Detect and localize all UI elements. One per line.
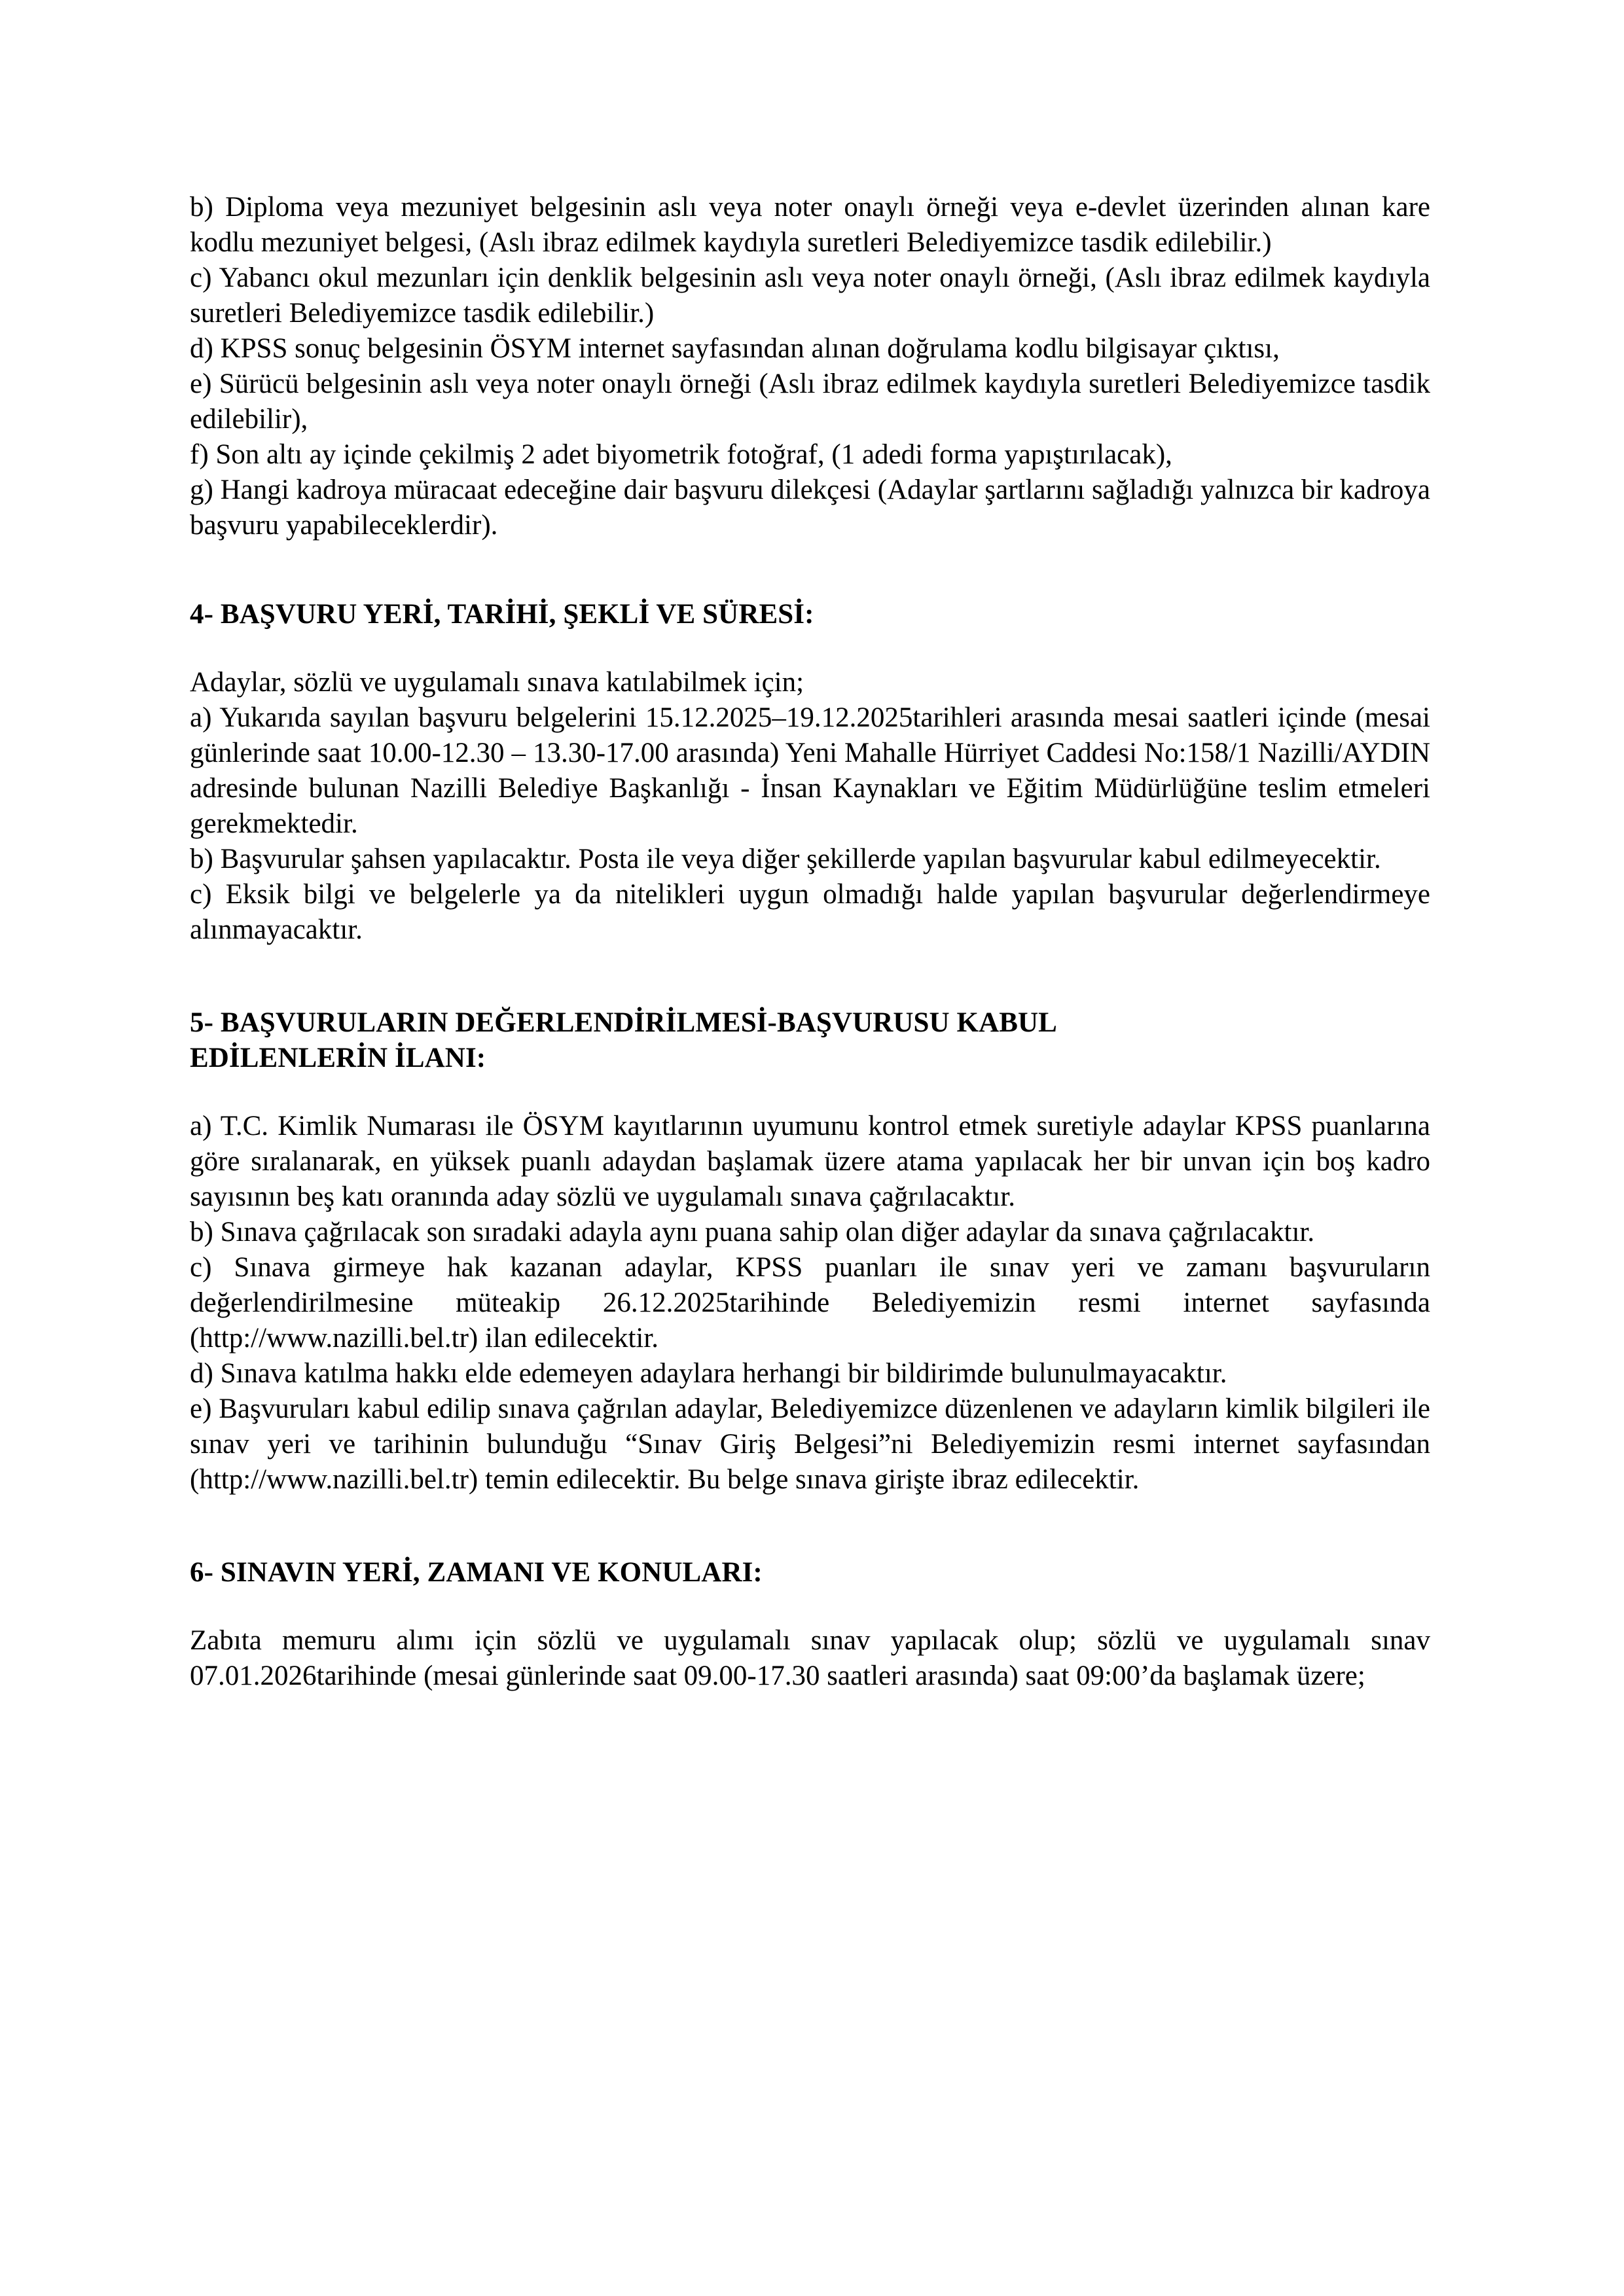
- list-item: a) Yukarıda sayılan başvuru belgelerini 15.12.2025–19.12.2025tarihleri arasında mesai saatleri içinde (mesai günlerinde saat 10.00-12.30 – 13.30-17.00 arasında) Yeni Mahalle Hürriyet Caddesi No:158/1 Nazilli/AYDIN adresinde bulunan Nazilli Belediye Başkanlığı - İnsan Kaynakları ve Eğitim Müdürlüğüne teslim etmeleri gerekmektedir.: [190, 702, 1430, 839]
- section-heading-5-line-2: EDİLENLERİN İLANI:: [190, 1043, 486, 1073]
- documents-list-block: [190, 190, 1430, 543]
- list-item: d) Sınava katılma hakkı elde edemeyen adaylara herhangi bir bildirimde bulunulmayacaktır.: [190, 1358, 1227, 1389]
- section-heading-4: 4- BAŞVURU YERİ, TARİHİ, ŞEKLİ VE SÜRESİ:: [190, 599, 814, 630]
- section-4-body: [190, 665, 1430, 948]
- document-body: [190, 190, 1430, 1694]
- section-heading-5-line-1: 5- BAŞVURULARIN DEĞERLENDİRİLMESİ-BAŞVURUSU KABUL: [190, 1007, 1057, 1038]
- list-item: b) Diploma veya mezuniyet belgesinin aslı veya noter onaylı örneği veya e-devlet üzerinden alınan kare kodlu mezuniyet belgesi, (Aslı ibraz edilmek kaydıyla suretleri Belediyemizce tasdik edilebilir.): [190, 192, 1430, 258]
- list-item: e) Sürücü belgesinin aslı veya noter onaylı örneği (Aslı ibraz edilmek kaydıyla suretleri Belediyemizce tasdik edilebilir),: [190, 368, 1430, 435]
- list-item: a) T.C. Kimlik Numarası ile ÖSYM kayıtlarının uyumunu kontrol etmek suretiyle adaylar KPSS puanlarına göre sıralanarak, en yüksek puanlı adaydan başlamak üzere atama yapılacak her bir unvan için boş kadro sayısının beş katı oranında aday sözlü ve uygulamalı sınava çağrılacaktır.: [190, 1111, 1430, 1212]
- section-heading-5: [190, 1005, 1430, 1076]
- list-item: c) Eksik bilgi ve belgelerle ya da nitelikleri uygun olmadığı halde yapılan başvurular değerlendirmeye alınmayacaktır.: [190, 879, 1430, 945]
- spacer: [190, 1498, 1430, 1555]
- spacer: [190, 948, 1430, 1005]
- list-item: c) Sınava girmeye hak kazanan adaylar, KPSS puanları ile sınav yeri ve zamanı başvuruların değerlendirilmesine müteakip 26.12.2025tarihinde Belediyemizin resmi internet sayfasında (http://www.nazilli.bel.tr) ilan edilecektir.: [190, 1252, 1430, 1354]
- list-item: f) Son altı ay içinde çekilmiş 2 adet biyometrik fotoğraf, (1 adedi forma yapıştırılacak),: [190, 439, 1172, 470]
- list-item: d) KPSS sonuç belgesinin ÖSYM internet sayfasından alınan doğrulama kodlu bilgisayar çıktısı,: [190, 333, 1280, 364]
- list-item: c) Yabancı okul mezunları için denklik belgesinin aslı veya noter onaylı örneği, (Aslı ibraz edilmek kaydıyla suretleri Belediyemizce tasdik edilebilir.): [190, 262, 1430, 329]
- section-heading-6: 6- SINAVIN YERİ, ZAMANI VE KONULARI:: [190, 1557, 763, 1588]
- spacer: [190, 543, 1430, 597]
- list-item: b) Başvurular şahsen yapılacaktır. Posta ile veya diğer şekillerde yapılan başvurular kabul edilmeyecektir.: [190, 844, 1381, 874]
- section-6-body: [190, 1623, 1430, 1694]
- list-item: g) Hangi kadroya müracaat edeceğine dair başvuru dilekçesi (Adaylar şartlarını sağladığı yalnızca bir kadroya başvuru yapabileceklerdir).: [190, 475, 1430, 541]
- spacer: [190, 1076, 1430, 1109]
- list-item: b) Sınava çağrılacak son sıradaki adayla aynı puana sahip olan diğer adaylar da sınava çağrılacaktır.: [190, 1217, 1315, 1247]
- paragraph: Zabıta memuru alımı için sözlü ve uygulamalı sınav yapılacak olup; sözlü ve uygulamalı sınav 07.01.2026tarihinde (mesai günlerinde saat 09.00-17.30 saatleri arasında) saat 09:00’da başlamak üzere;: [190, 1625, 1430, 1691]
- spacer: [190, 632, 1430, 665]
- section-5-body: [190, 1109, 1430, 1498]
- spacer: [190, 1590, 1430, 1623]
- list-item: e) Başvuruları kabul edilip sınava çağrılan adaylar, Belediyemizce düzenlenen ve adayların kimlik bilgileri ile sınav yeri ve tarihinin bulunduğu “Sınav Giriş Belgesi”ni Belediyemizin resmi internet sayfasından (http://www.nazilli.bel.tr) temin edilecektir. Bu belge sınava girişte ibraz edilecektir.: [190, 1393, 1430, 1495]
- paragraph-intro: Adaylar, sözlü ve uygulamalı sınava katılabilmek için;: [190, 667, 804, 698]
